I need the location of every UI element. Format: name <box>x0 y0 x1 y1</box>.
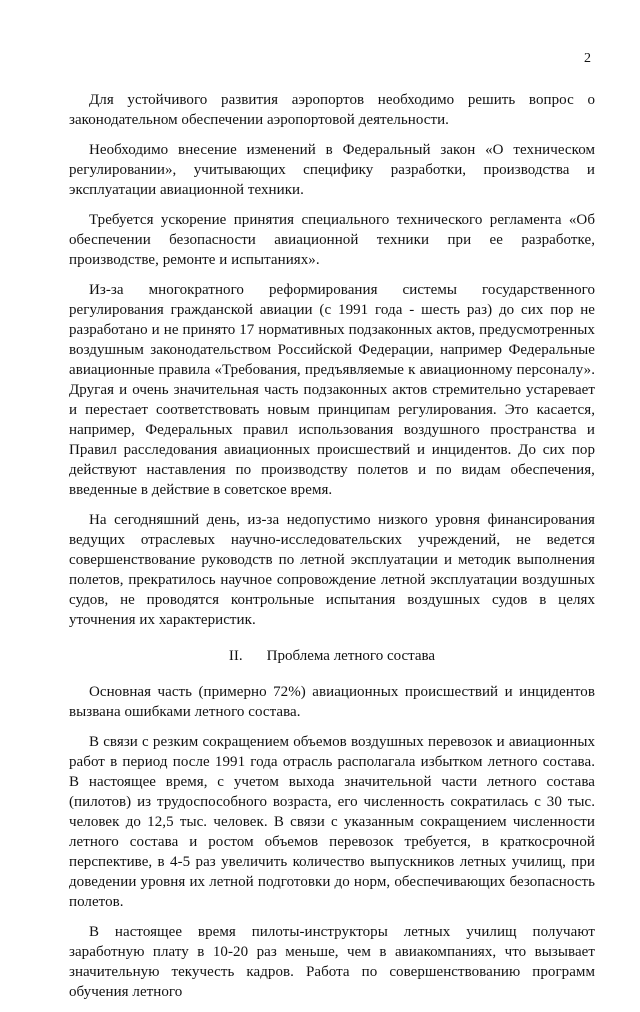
section-title: Проблема летного состава <box>266 648 436 664</box>
paragraph-technical-regulation-law: Необходимо внесение изменений в Федеральный закон «О техническом регулировании», учитывающих специфику разработки, производства и эксплуатации авиационной техники. <box>69 142 595 198</box>
paragraph-technical-reglament: Требуется ускорение принятия специального технического регламента «Об обеспечении безопасности авиационной техники при ее разработке, производстве, ремонте и испытаниях». <box>69 212 595 268</box>
paragraph-reform-regulation: Из-за многократного реформирования системы государственного регулирования гражданской авиации (с 1991 года - шесть раз) до сих пор не разработано и не принято 17 нормативных подзаконных актов, предусмотренных воздушным законодательством Российской Федерации, например Федеральные авиационные правила «Требования, предъявляемые к авиационному персоналу». Другая и очень значительная часть подзаконных актов стремительно устаревает и перестает соответствовать новым принципам регулирования. Это касается, например, Федеральных правил использования воздушного пространства и Правил расследования авиационных происшествий и инцидентов. До сих пор действуют наставления по производству полетов и по видам обеспечения, введенные в действие в советское время. <box>69 282 595 498</box>
paragraph-incident-causes: Основная часть (примерно 72%) авиационных происшествий и инцидентов вызвана ошибками летного состава. <box>69 684 595 720</box>
paragraph-instructor-pay: В настоящее время пилоты-инструкторы летных училищ получают заработную плату в 10-20 раз меньше, чем в авиакомпаниях, что вызывает значительную текучесть кадров. Работа по совершенствованию программ обучения летного <box>69 924 595 1000</box>
paragraph-airport-legislation: Для устойчивого развития аэропортов необходимо решить вопрос о законодательном обеспечении аэропортовой деятельности. <box>69 92 595 128</box>
page-number: 2 <box>584 51 591 66</box>
paragraph-research-funding: На сегодняшний день, из-за недопустимо низкого уровня финансирования ведущих отраслевых научно-исследовательских учреждений, не ведется совершенствование руководств по летной эксплуатации и методик выполнения полетов, прекратилось научное сопровождение летной эксплуатации воздушных судов, не проводятся контрольные испытания воздушных судов в целях уточнения их характеристик. <box>69 512 595 628</box>
section-heading <box>69 646 595 666</box>
document-body <box>69 90 595 1012</box>
section-number: II. <box>228 648 243 664</box>
paragraph-pilot-shortage: В связи с резким сокращением объемов воздушных перевозок и авиационных работ в период после 1991 года отрасль располагала избытком летного состава. В настоящее время, с учетом выхода значительной части летного состава (пилотов) из трудоспособного возраста, его численность сократилась с 30 тыс. человек до 12,5 тыс. человек. В связи с указанным сокращением численности летного состава и ростом объемов перевозок требуется, в краткосрочной перспективе, в 4-5 раз увеличить количество выпускников летных училищ, при доведении уровня их летной подготовки до норм, обеспечивающих безопасность полетов. <box>69 734 595 910</box>
